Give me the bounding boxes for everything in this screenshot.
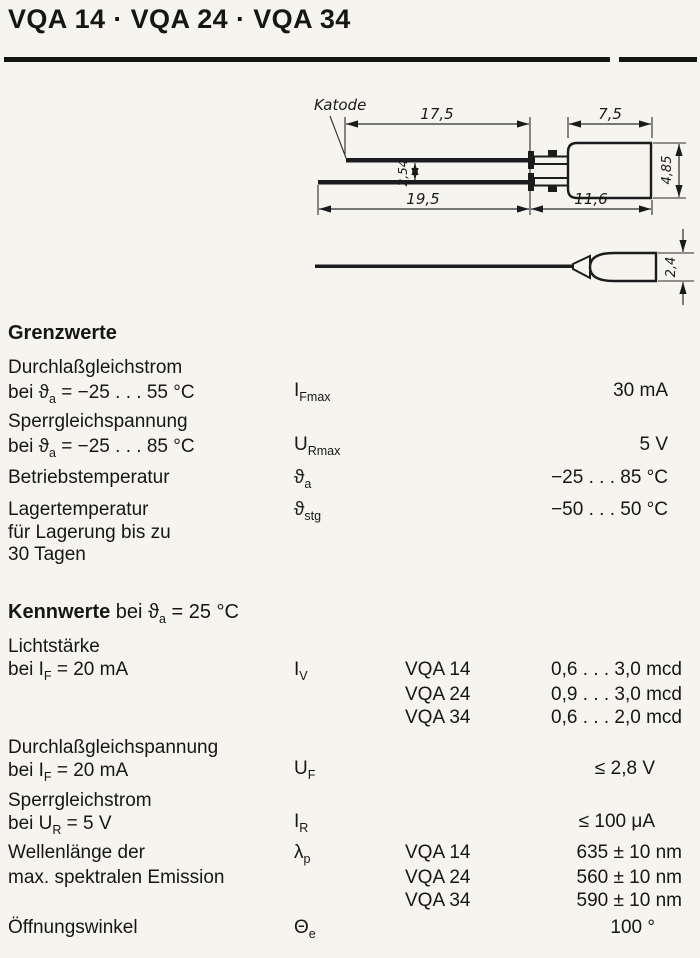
- lead-taper-top-view: [573, 256, 590, 278]
- variant-value: 635 ± 10 nm: [576, 842, 682, 863]
- dim-label-17-5: 17,5: [420, 105, 454, 123]
- grenzwerte-row1-label: Durchlaßgleichstrom: [8, 357, 183, 378]
- symbol-theta-stg: $ϑ_{stg}$: [294, 499, 322, 523]
- led-package-drawing: [280, 88, 700, 323]
- symbol-lambda-p: $\lambda_p$: [294, 842, 311, 866]
- theta-symbol: ϑ: [38, 382, 50, 403]
- value-ifmax: 30 mA: [613, 380, 668, 401]
- anode-bump: [548, 186, 557, 192]
- variant-name: VQA 24: [405, 867, 471, 888]
- value-storage-temp: −50 . . . 50 °C: [551, 499, 668, 520]
- grenzwerte-row4-label: Lagertemperatur: [8, 499, 149, 520]
- symbol-ir: $I_R$: [294, 811, 309, 835]
- grenzwerte-row2-condition: bei $ϑ_a = -25$ . . . 85 °C: [8, 436, 195, 460]
- value-uf: ≤ 2,8 V: [594, 758, 655, 779]
- kennwerte-row1-label: Lichtstärke: [8, 636, 100, 657]
- symbol-theta-a: $ϑ_a$: [294, 467, 312, 491]
- value-operating-temp: −25 . . . 85 °C: [551, 467, 668, 488]
- kennwerte-row1-condition: bei $I_F = 20$ mA: [8, 659, 129, 683]
- value-urmax: 5 V: [639, 434, 668, 455]
- variant-value: 0,6 . . . 2,0 mcd: [551, 707, 682, 728]
- title-rule-left: [4, 57, 610, 62]
- dim-label-19-5: 19,5: [406, 190, 440, 208]
- grenzwerte-row4-label2: für Lagerung bis zu: [8, 522, 171, 543]
- grenzwerte-row4-label3: 30 Tagen: [8, 544, 86, 565]
- led-body-top-view: [590, 253, 656, 281]
- variant-name: VQA 14: [405, 842, 471, 863]
- anode-lead: [318, 180, 528, 185]
- dim-label-11-6: 11,6: [574, 190, 608, 208]
- katode-label: Katode: [314, 96, 367, 114]
- dim-label-2-4: 2,4: [664, 256, 679, 278]
- section-heading-kennwerte: Kennwerte bei $ϑ_a = 25$ °C: [8, 601, 239, 626]
- anode-inner-lead: [534, 178, 569, 186]
- variant-name: VQA 24: [405, 684, 471, 705]
- kennwerte-row4-label: Wellenlänge der: [8, 842, 145, 863]
- page-title: VQA 14 · VQA 24 · VQA 34: [8, 4, 351, 34]
- grenzwerte-row2-label: Sperrgleichspannung: [8, 411, 188, 432]
- lead-top-view: [315, 265, 573, 269]
- kennwerte-row2-condition: bei $I_F = 20$ mA: [8, 760, 129, 784]
- cathode-bump: [548, 150, 557, 156]
- value-ir: ≤ 100 μA: [578, 811, 655, 832]
- grenzwerte-row3-label: Betriebstemperatur: [8, 467, 170, 488]
- variant-name: VQA 34: [405, 707, 471, 728]
- cathode-inner-lead: [534, 157, 569, 165]
- symbol-iv: $I_V$: [294, 659, 308, 683]
- section-heading-grenzwerte: Grenzwerte: [8, 322, 117, 344]
- kennwerte-row5-label: Öffnungswinkel: [8, 917, 138, 938]
- symbol-theta-e: $\Theta_e$: [294, 917, 316, 941]
- dim-label-4-85: 4,85: [660, 155, 675, 185]
- dim-label-2-54: 2,54: [396, 159, 410, 187]
- theta-symbol: ϑ: [38, 436, 50, 457]
- value-opening-angle: 100 °: [610, 917, 655, 938]
- symbol-ifmax: $I_{Fmax}$: [294, 380, 331, 404]
- variant-name: VQA 34: [405, 890, 471, 911]
- symbol-urmax: $U_{Rmax}$: [294, 434, 341, 458]
- kennwerte-row3-condition: bei $U_R = 5$ V: [8, 813, 112, 837]
- katode-leader-line: [330, 116, 346, 158]
- kennwerte-row3-label: Sperrgleichstrom: [8, 790, 152, 811]
- variant-value: 0,6 . . . 3,0 mcd: [551, 659, 682, 680]
- kennwerte-row2-label: Durchlaßgleichspannung: [8, 737, 219, 758]
- grenzwerte-row1-condition: bei $ϑ_a = -25$ . . . 55 °C: [8, 382, 195, 406]
- variant-value: 560 ± 10 nm: [576, 867, 682, 888]
- cathode-lead: [346, 158, 528, 163]
- dim-label-7-5: 7,5: [598, 105, 622, 123]
- variant-value: 590 ± 10 nm: [576, 890, 682, 911]
- symbol-uf: $U_F$: [294, 758, 316, 782]
- variant-name: VQA 14: [405, 659, 471, 680]
- title-rule-right: [619, 57, 697, 62]
- theta-symbol: ϑ: [148, 601, 159, 623]
- kennwerte-row4-label2: max. spektralen Emission: [8, 867, 225, 888]
- variant-value: 0,9 . . . 3,0 mcd: [551, 684, 682, 705]
